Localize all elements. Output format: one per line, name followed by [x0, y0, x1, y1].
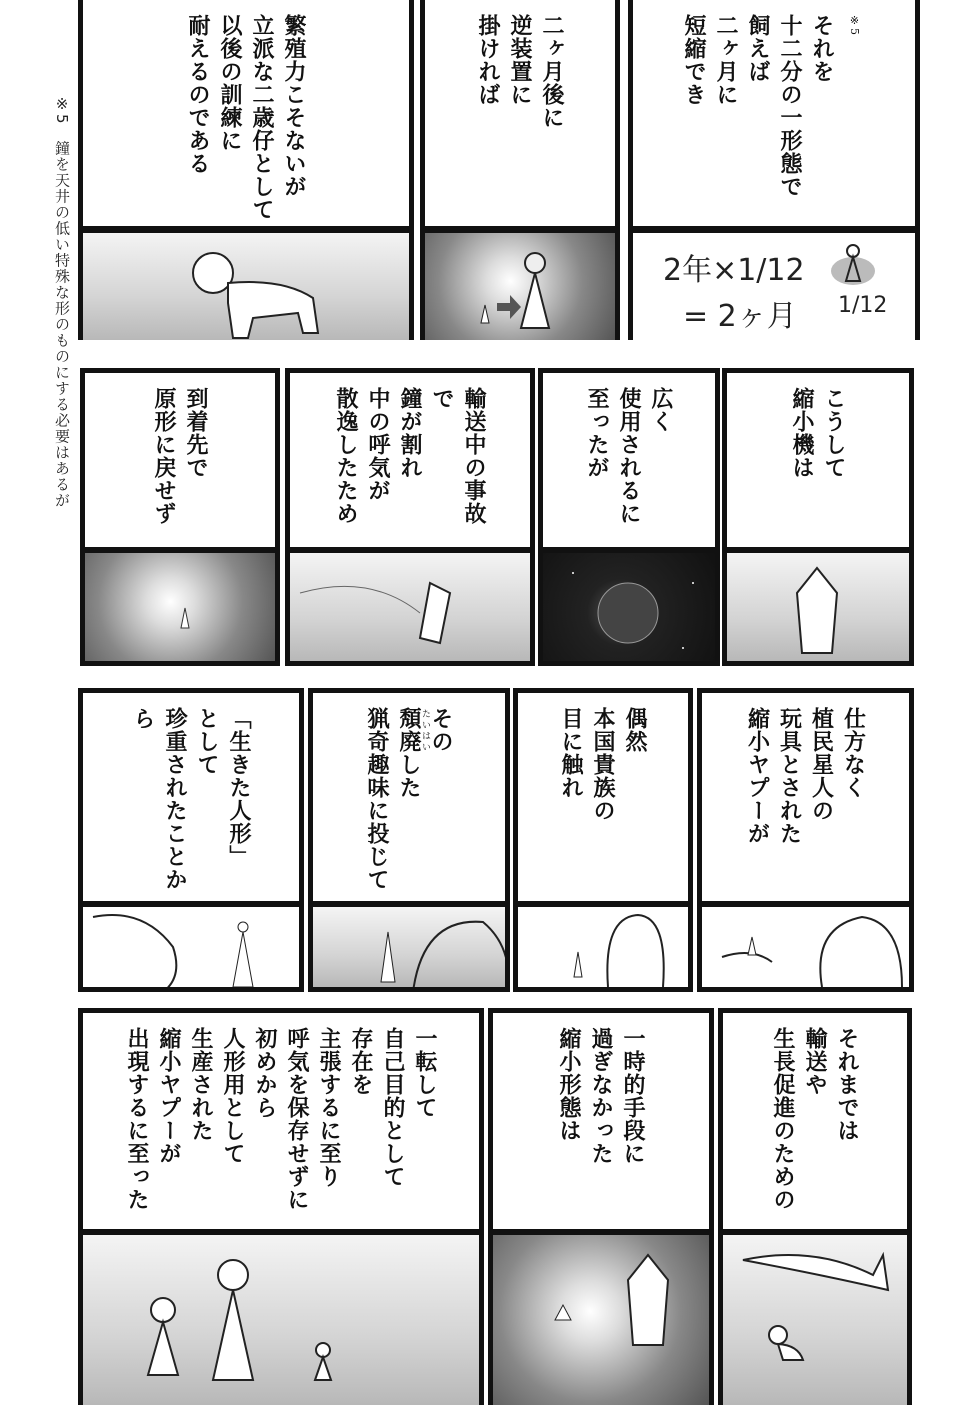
caption: [555, 707, 651, 822]
panel-2d-text: [80, 368, 280, 552]
caption-line: 呼気を保存せずに: [284, 1027, 310, 1211]
caption: [472, 14, 568, 129]
panel-2b-drawing: [538, 548, 720, 666]
panel-4a-text: [718, 1008, 912, 1234]
panel-3d-drawing: [78, 902, 304, 992]
panel-4b-drawing: [488, 1230, 714, 1405]
caption-line: として: [194, 707, 220, 776]
caption: [767, 1027, 863, 1211]
formula-line-2: = 2ヶ月: [683, 299, 797, 334]
caption-line: 目に触れ: [558, 707, 584, 799]
caption-line: 本国貴族の: [590, 707, 616, 822]
caption-line: 到着先で: [183, 387, 209, 479]
furigana-ruby: たいはい: [420, 709, 430, 753]
caption-line: 主張するに至り: [316, 1027, 342, 1188]
panel-2b-text: [538, 368, 720, 552]
panel-3a-drawing: [697, 902, 914, 992]
panel-1b-text: [420, 0, 620, 231]
caption: [553, 1027, 649, 1165]
panel-3b-drawing: [513, 902, 693, 992]
caption-line: 逆装置に: [507, 14, 533, 106]
caption-line: 仕方なく: [840, 707, 867, 799]
caption-line: それまでは: [834, 1027, 860, 1142]
caption: [182, 14, 310, 221]
panel-4c-text: [78, 1008, 484, 1234]
caption-line: 使用されるに: [616, 387, 642, 525]
caption-line: 散逸したため: [333, 387, 359, 525]
panel-2c-text: [285, 368, 535, 552]
panel-3b-text: [513, 688, 693, 906]
caption-line: 繁殖力こそないが: [281, 14, 307, 198]
caption: [121, 1027, 441, 1211]
panel-4b-text: [488, 1008, 714, 1234]
living-doll-illustration: [83, 907, 299, 987]
caption: [148, 387, 212, 525]
panel-3a-text: [697, 688, 914, 906]
caption-line: 偶然: [622, 707, 648, 753]
footnote: ※5 鐘を天井の低い特殊な形のものにする必要はあるが: [53, 95, 71, 509]
crawling-figure-illustration: [83, 233, 409, 340]
panel-4a-drawing: [718, 1230, 912, 1405]
panel-1b-drawing: [420, 228, 620, 340]
caption-line: 広く: [648, 387, 674, 433]
caption-line: 短縮でき: [681, 14, 707, 106]
caption-line: こうして: [821, 387, 847, 479]
caption: [330, 387, 490, 547]
caption-line: 植民星人の: [808, 707, 835, 822]
shrink-bell-illustration: [727, 553, 909, 661]
caption-line: 縮小ヤプーが: [156, 1027, 182, 1165]
formula-line-1: 2年×1/12: [663, 253, 805, 288]
caption-line: 耐えるのである: [185, 14, 211, 175]
panel-2a-drawing: [722, 548, 914, 666]
noble-woman-illustration: [518, 907, 688, 987]
panel-2c-drawing: [285, 548, 535, 666]
caption-line: 原形に戻せず: [151, 387, 177, 525]
caption-line: 人形用として: [220, 1027, 246, 1165]
caption-line: 中の呼気が: [365, 387, 391, 502]
planet-illustration: [543, 553, 715, 661]
caption-line: 自己目的として: [380, 1027, 406, 1188]
tiny-figure-in-light-illustration: [85, 553, 275, 661]
caption-line: 縮小機は: [789, 387, 815, 479]
caption-line: 立派な二歳仔として: [249, 14, 275, 221]
caption-line: 十二分の一形態で: [777, 14, 803, 198]
panel-4c-drawing: [78, 1230, 484, 1405]
caption-line: 初めから: [252, 1027, 278, 1119]
panel-3c-drawing: [308, 902, 510, 992]
caption-line: 一転して: [412, 1027, 438, 1119]
caption-line: 過ぎなかった: [588, 1027, 614, 1165]
panel-1c-text: [78, 0, 414, 231]
caption-line: 飼えば: [745, 14, 771, 83]
caption-line: 玩具とされた: [776, 707, 803, 845]
figure-enlarging-illustration: [425, 233, 615, 340]
panel-3c-text: [308, 688, 510, 906]
noble-face-illustration: [313, 907, 505, 987]
caption-line: 以後の訓練に: [217, 14, 243, 152]
caption-line: 生産された: [188, 1027, 214, 1142]
caption-line: 鐘が割れ: [397, 387, 423, 479]
caption: [361, 707, 457, 891]
panel-2a-text: [722, 368, 914, 552]
caption-line: 頽廃した: [396, 707, 422, 799]
caption-line: 輸送中の事故で: [429, 387, 487, 525]
caption: [786, 387, 850, 479]
caption-line-with-ruby: [393, 707, 430, 891]
caption-line: 縮小形態は: [556, 1027, 582, 1142]
caption-line: 一時的手段に: [620, 1027, 646, 1165]
bell-with-figure-illustration: [493, 1235, 709, 1405]
caption-line: 存在を: [348, 1027, 374, 1096]
caption-line: 二ヶ月後に: [539, 14, 565, 129]
caption: [678, 14, 870, 198]
fraction-label: 1/12: [838, 293, 888, 318]
panel-1c-drawing: [78, 228, 414, 340]
panel-1a-drawing: [628, 228, 920, 340]
caption-line: 出現するに至った: [124, 1027, 150, 1211]
caption-line: 輸送や: [802, 1027, 828, 1096]
caption-line: 掛ければ: [475, 14, 501, 106]
panel-1a-text: [628, 0, 920, 231]
caption-line: 至ったが: [584, 387, 610, 479]
caption-line: 猟奇趣味に投じて: [364, 707, 390, 891]
colonist-holding-figure-illustration: [702, 907, 909, 987]
caption-line: 二ヶ月に: [713, 14, 739, 106]
caption-line: 縮小ヤプーが: [744, 707, 771, 845]
doll-figures-illustration: [83, 1235, 479, 1405]
caption: [742, 707, 870, 845]
caption: [127, 707, 255, 901]
caption-line: 「生きた人形」: [226, 707, 252, 868]
caption-line: それを: [809, 14, 835, 83]
caption-line: その: [428, 707, 454, 753]
panel-2d-drawing: [80, 548, 280, 666]
tiny-figure-icon: [828, 241, 878, 291]
spaceship-and-figure-illustration: [723, 1235, 907, 1405]
caption-line: 生長促進のための: [770, 1027, 796, 1211]
caption-line: 珍重されたことから: [130, 707, 188, 891]
panel-3d-text: [78, 688, 304, 906]
broken-bell-illustration: [290, 553, 530, 661]
caption: [581, 387, 677, 525]
footnote-mark: ※5: [848, 14, 861, 36]
